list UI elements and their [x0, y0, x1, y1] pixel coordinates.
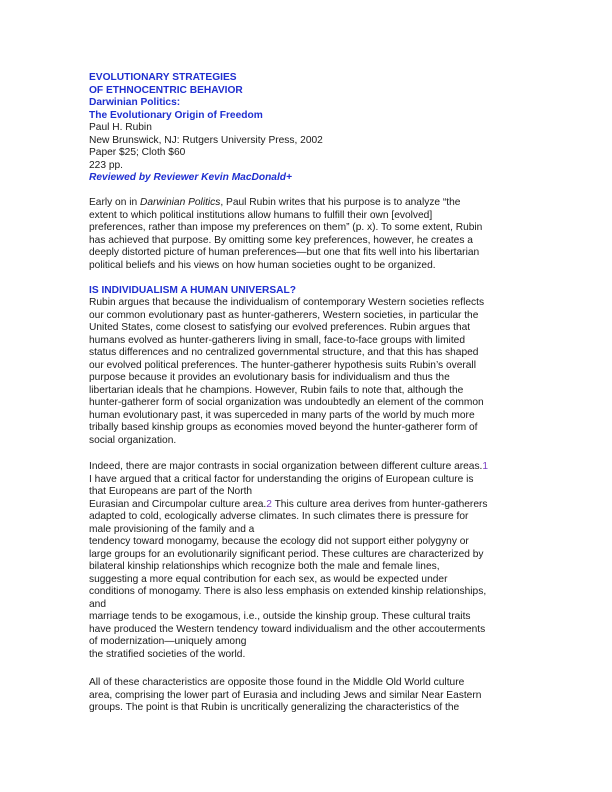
intro-line-5: deeply distorted picture of human preferences—but one that fits well into his libertarian [89, 247, 480, 258]
paragraph-line: status differences and no centralized governmental structure, and that this has shaped [89, 347, 479, 358]
paragraph-line: suggesting a more equal contribution for each sex, as would be expected under [89, 573, 448, 585]
paragraph-line: Rubin argues that because the individualism of contemporary Western societies reflects [89, 297, 485, 308]
paragraph-line: United States, come closest to satisfying our evolved preferences. Rubin argues that [89, 322, 471, 333]
paragraph-line: the stratified societies of the world. [89, 648, 246, 660]
book-title-italic: Darwinian Politics [139, 197, 221, 208]
paragraph-2 [89, 461, 529, 661]
intro-line-1: Early on in Darwinian Politics, Paul Rubin writes that his purpose is to analyze “the [89, 197, 461, 208]
paragraph-line: male provisioning of the family and a [89, 523, 255, 535]
review-header [89, 72, 529, 185]
paragraph-line: marriage tends to be exogamous, i.e., outside the kinship group. These cultural traits [89, 611, 471, 622]
article-title-line-2: OF ETHNOCENTRIC BEHAVIOR [89, 84, 243, 96]
paragraph-line: I have argued that a critical factor for understanding the origins of European culture is [89, 473, 474, 485]
book-title-line-1: Darwinian Politics: [89, 97, 181, 108]
paragraph-line: bilateral kinship relationships which recognize both the male and female lines, [89, 561, 440, 572]
paragraph-line: large groups for an evolutionarily significant period. These cultures are characterized by [89, 548, 484, 560]
footnote-ref-1[interactable]: 1 [482, 461, 489, 472]
paragraph-line: conditions of monogamy. There is also less emphasis on extended kinship relationships, [89, 586, 487, 597]
intro-line-3: preferences, rather than impose my preferences on them” (p. x). To some extent, Rubin [89, 222, 483, 233]
paragraph-line: our common evolutionary past as hunter-gatherers, Western societies, in particular the [89, 309, 479, 321]
paragraph-line: purpose because it provides an evolutionary basis for individualism and thus the [89, 372, 450, 383]
paragraph-line: area, comprising the lower part of Eurasia and including Jews and similar Near Eastern [89, 689, 482, 701]
paragraph-line: tribally based kinship groups as economies moved beyond the hunter-gatherer form of [89, 422, 478, 433]
book-publisher: New Brunswick, NJ: Rutgers University Press, 2002 [89, 134, 323, 146]
paragraph-line: of modernization—uniquely among [89, 636, 247, 647]
intro-paragraph [89, 197, 529, 272]
paragraph-line: hunter-gatherer form of social organization was undoubtedly an element of the common [89, 397, 484, 408]
book-author: Paul H. Rubin [89, 122, 152, 133]
paragraph-line: humans evolved as hunter-gatherers living in small, face-to-face groups with limited [89, 334, 465, 346]
book-price: Paper $25; Cloth $60 [89, 147, 186, 158]
paragraph-line: that Europeans are part of the North [89, 486, 253, 497]
paragraph-line: adapted to cold, ecologically adverse climates. In such climates there is pressure for [89, 511, 469, 522]
footnote-ref-2[interactable]: 2 [266, 498, 272, 510]
paragraph-3 [89, 677, 529, 715]
intro-line-4: has achieved that purpose. By omitting some key preferences, however, he creates a [89, 234, 473, 246]
paragraph-line: and [89, 598, 106, 610]
paragraph-line: libertarian ideals that he champions. However, Rubin fails to note that, although the [89, 384, 464, 396]
paragraph-1 [89, 297, 529, 447]
book-pages: 223 pp. [89, 159, 123, 171]
paragraph-line: social organization. [89, 434, 177, 446]
paragraph-line: human evolutionary past, it was superceded in many parts of the world by much more [89, 409, 475, 421]
intro-line-6: political beliefs and his views on how human societies ought to be organized. [89, 259, 436, 271]
paragraph-line: have produced the Western tendency toward individualism and the other accouterments [89, 623, 486, 635]
paragraph-line: Eurasian and Circumpolar culture area.2 This culture area derives from hunter-gatherers [89, 498, 488, 510]
paragraph-line: groups. The point is that Rubin is uncritically generalizing the characteristics of the [89, 702, 460, 713]
section-heading: IS INDIVIDUALISM A HUMAN UNIVERSAL? [89, 285, 296, 296]
paragraph-line: All of these characteristics are opposite those found in the Middle Old World culture [89, 677, 465, 688]
article-title-line-1: EVOLUTIONARY STRATEGIES [89, 72, 237, 83]
reviewer-credit: Reviewed by Reviewer Kevin MacDonald+ [89, 172, 292, 183]
intro-line-2: extent to which political institutions allow humans to fulfill their own [evolved] [89, 209, 433, 221]
paragraph-line: Indeed, there are major contrasts in social organization between different culture areas.1 [89, 461, 489, 472]
book-title-line-2: The Evolutionary Origin of Freedom [89, 109, 263, 121]
paragraph-line: our evolved political preferences. The hunter-gatherer hypothesis suits Rubin’s overall [89, 359, 476, 371]
paragraph-line: tendency toward monogamy, because the ecology did not support either polygyny or [89, 536, 469, 547]
